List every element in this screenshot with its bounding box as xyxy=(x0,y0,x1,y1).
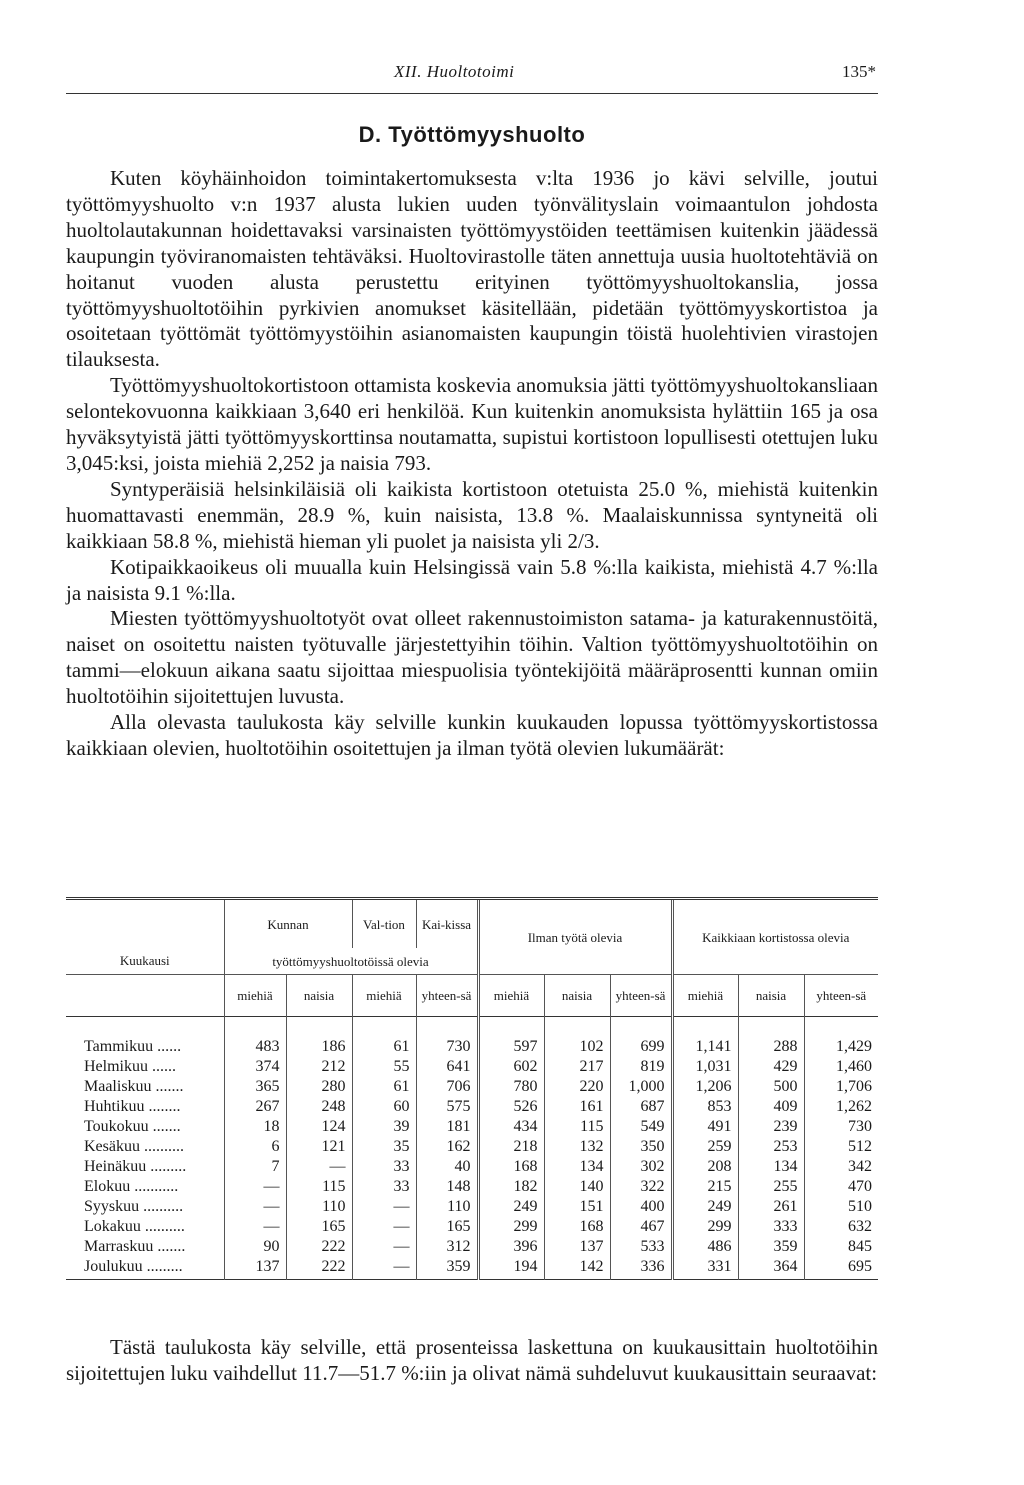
value-cell: 40 xyxy=(416,1157,478,1177)
value-cell: 33 xyxy=(352,1157,416,1177)
value-cell: 249 xyxy=(478,1197,544,1217)
value-cell: 510 xyxy=(804,1197,878,1217)
value-cell: 429 xyxy=(738,1057,804,1077)
paragraph: Miesten työttömyyshuoltotyöt ovat olleet rakennustoimiston satama- ja katurakennustöitä, naiset on osoitettu naisten työtuvalle järjestettyihin töihin. Valtion työttömyyshuoltotöihin on tammi—elokuun aikana saatu sijoittaa miespuolisia työntekijöitä määräprosentti kunnan omiin huoltotöihin sijoitettujen luvusta. xyxy=(66,606,878,709)
month-cell: Toukokuu ....... xyxy=(84,1118,181,1135)
value-cell: 512 xyxy=(804,1137,878,1157)
value-cell: — xyxy=(224,1217,286,1237)
value-cell: — xyxy=(224,1177,286,1197)
value-cell: 194 xyxy=(478,1257,544,1280)
page-number: 135* xyxy=(842,62,876,81)
table-row xyxy=(66,1177,878,1197)
paragraph: Alla olevasta taulukosta käy selville kunkin kuukauden lopussa työttömyyskortistossa kaikkiaan olevien, huoltotöihin osoitettujen ja ilman työtä olevien lukumäärät: xyxy=(66,710,878,760)
value-cell: 1,429 xyxy=(804,1037,878,1057)
value-cell: 35 xyxy=(352,1137,416,1157)
value-cell: 641 xyxy=(416,1057,478,1077)
value-cell: 695 xyxy=(804,1257,878,1280)
value-cell: 288 xyxy=(738,1037,804,1057)
value-cell: 165 xyxy=(416,1217,478,1237)
value-cell: 1,000 xyxy=(610,1077,672,1097)
table-row xyxy=(66,1157,878,1177)
value-cell: 39 xyxy=(352,1117,416,1137)
paragraph: Kotipaikkaoikeus oli muualla kuin Helsingissä vain 5.8 %:lla kaikista, miehistä 4.7 %:lla ja naisista 9.1 %:lla. xyxy=(66,554,878,605)
value-cell: 255 xyxy=(738,1177,804,1197)
value-cell: 215 xyxy=(672,1177,738,1197)
value-cell: 134 xyxy=(738,1157,804,1177)
value-cell: 137 xyxy=(224,1257,286,1280)
table-row xyxy=(66,1137,878,1157)
value-cell: 220 xyxy=(544,1077,610,1097)
value-cell: 845 xyxy=(804,1237,878,1257)
header-blank xyxy=(66,975,224,1017)
value-cell: 61 xyxy=(352,1077,416,1097)
value-cell: 730 xyxy=(804,1117,878,1137)
month-cell: Huhtikuu ........ xyxy=(84,1098,181,1115)
value-cell: 1,262 xyxy=(804,1097,878,1117)
value-cell: 549 xyxy=(610,1117,672,1137)
closing-text xyxy=(66,1334,878,1386)
header-kaikissa: Kai-kissa xyxy=(416,900,478,948)
value-cell: 121 xyxy=(286,1137,352,1157)
value-cell: 500 xyxy=(738,1077,804,1097)
value-cell: 486 xyxy=(672,1237,738,1257)
value-cell: 218 xyxy=(478,1137,544,1157)
value-cell: 124 xyxy=(286,1117,352,1137)
header-valtion: Val-tion xyxy=(352,900,416,948)
month-cell: Syyskuu .......... xyxy=(84,1198,184,1215)
value-cell: 342 xyxy=(804,1157,878,1177)
value-cell: 302 xyxy=(610,1157,672,1177)
value-cell: 162 xyxy=(416,1137,478,1157)
value-cell: 333 xyxy=(738,1217,804,1237)
value-cell: 632 xyxy=(804,1217,878,1237)
value-cell: 181 xyxy=(416,1117,478,1137)
value-cell: 165 xyxy=(286,1217,352,1237)
value-cell: 706 xyxy=(416,1077,478,1097)
value-cell: 222 xyxy=(286,1257,352,1280)
header-kunnan: Kunnan xyxy=(224,900,352,948)
value-cell: 526 xyxy=(478,1097,544,1117)
header-naisia: naisia xyxy=(286,975,352,1017)
value-cell: 33 xyxy=(352,1177,416,1197)
value-cell: — xyxy=(224,1197,286,1217)
value-cell: 217 xyxy=(544,1057,610,1077)
value-cell: 259 xyxy=(672,1137,738,1157)
value-cell: 730 xyxy=(416,1037,478,1057)
value-cell: 331 xyxy=(672,1257,738,1280)
header-ilman: Ilman työtä olevia xyxy=(478,900,672,975)
body-text xyxy=(66,166,878,762)
statistics-table xyxy=(66,897,878,1280)
table-row xyxy=(66,1237,878,1257)
month-cell: Marraskuu ....... xyxy=(84,1238,186,1255)
value-cell: 222 xyxy=(286,1237,352,1257)
value-cell: 140 xyxy=(544,1177,610,1197)
value-cell: 1,706 xyxy=(804,1077,878,1097)
header-yhteensa: yhteen-sä xyxy=(610,975,672,1017)
value-cell: 322 xyxy=(610,1177,672,1197)
value-cell: 110 xyxy=(416,1197,478,1217)
value-cell: — xyxy=(352,1217,416,1237)
value-cell: 359 xyxy=(738,1237,804,1257)
value-cell: 208 xyxy=(672,1157,738,1177)
data-table xyxy=(66,897,878,1280)
header-naisia: naisia xyxy=(738,975,804,1017)
value-cell: 168 xyxy=(544,1217,610,1237)
value-cell: 434 xyxy=(478,1117,544,1137)
value-cell: 148 xyxy=(416,1177,478,1197)
value-cell: 280 xyxy=(286,1077,352,1097)
value-cell: 102 xyxy=(544,1037,610,1057)
value-cell: 161 xyxy=(544,1097,610,1117)
value-cell: 312 xyxy=(416,1237,478,1257)
header-miehia: miehiä xyxy=(478,975,544,1017)
table-row xyxy=(66,1117,878,1137)
header-naisia: naisia xyxy=(544,975,610,1017)
chapter-title: XII. Huoltotoimi xyxy=(394,62,515,81)
value-cell: 134 xyxy=(544,1157,610,1177)
value-cell: — xyxy=(352,1197,416,1217)
value-cell: 400 xyxy=(610,1197,672,1217)
value-cell: 299 xyxy=(672,1217,738,1237)
header-kuukausi: Kuukausi xyxy=(119,953,170,968)
value-cell: 110 xyxy=(286,1197,352,1217)
table-row xyxy=(66,1077,878,1097)
value-cell: 253 xyxy=(738,1137,804,1157)
value-cell: 60 xyxy=(352,1097,416,1117)
value-cell: 336 xyxy=(610,1257,672,1280)
header-rule xyxy=(66,93,878,94)
value-cell: 186 xyxy=(286,1037,352,1057)
table-row xyxy=(66,1057,878,1077)
value-cell: 699 xyxy=(610,1037,672,1057)
value-cell: 261 xyxy=(738,1197,804,1217)
value-cell: 168 xyxy=(478,1157,544,1177)
value-cell: — xyxy=(352,1257,416,1280)
table-row xyxy=(66,1097,878,1117)
value-cell: 359 xyxy=(416,1257,478,1280)
paragraph: Työttömyyshuoltokortistoon ottamista koskevia anomuksia jätti työttömyyshuoltokansliaan selontekovuonna kaikkiaan 3,640 eri henkilöä. Kun kuitenkin anomuksista hylättiin 165 ja osa hyväksytyistä jätti työttömyyskorttinsa noutamatta, supistui kortistoon lopullisesti otettujen luku 3,045:ksi, joista miehiä 2,252 ja naisia 793. xyxy=(66,373,878,475)
value-cell: 18 xyxy=(224,1117,286,1137)
value-cell: 151 xyxy=(544,1197,610,1217)
header-yhteensa: yhteen-sä xyxy=(416,975,478,1017)
table-row xyxy=(66,1197,878,1217)
value-cell: 853 xyxy=(672,1097,738,1117)
table-row xyxy=(66,1257,878,1280)
paragraph: Kuten köyhäinhoidon toimintakertomuksesta v:lta 1936 jo kävi selville, joutui työttömyyshuolto v:n 1937 alusta lukien uuden työnvälityslain voimaantulon johdosta huoltolautakunnan hoidettavaksi varsinaisten työttömyystöiden teettämisen kuitenkin jäädessä kaupungin työviranomaisten tehtäväksi. Huoltovirastolle täten annettuja uusia huoltotehtäviä on hoitanut vuoden alusta perustettu erityinen työttömyyshuoltokanslia, jossa työttömyyshuoltotöihin pyrkivien anomukset käsitellään, pidetään työttömyyskortistoa ja osoitetaan työttömät työttömyystöihin asianomaisten kaupungin töistä huolehtivien virastojen tilauksesta. xyxy=(66,166,878,372)
value-cell: 602 xyxy=(478,1057,544,1077)
value-cell: 491 xyxy=(672,1117,738,1137)
header-miehia: miehiä xyxy=(672,975,738,1017)
value-cell: 597 xyxy=(478,1037,544,1057)
month-cell: Helmikuu ...... xyxy=(84,1058,176,1075)
header-yhteensa: yhteen-sä xyxy=(804,975,878,1017)
value-cell: 1,206 xyxy=(672,1077,738,1097)
value-cell: 61 xyxy=(352,1037,416,1057)
value-cell: 55 xyxy=(352,1057,416,1077)
value-cell: 1,141 xyxy=(672,1037,738,1057)
value-cell: 819 xyxy=(610,1057,672,1077)
value-cell: 137 xyxy=(544,1237,610,1257)
paragraph: Syntyperäisiä helsinkiläisiä oli kaikista kortistoon otetuista 25.0 %, miehistä kuitenkin huomattavasti enemmän, 28.9 %, kuin naisista, 13.8 %. Maalaiskunnissa syntyneitä oli kaikkiaan 58.8 %, miehistä hieman yli puolet ja naisista yli 2/3. xyxy=(66,476,878,553)
month-cell: Tammikuu ...... xyxy=(84,1038,182,1055)
month-cell: Lokakuu .......... xyxy=(84,1218,185,1235)
value-cell: 212 xyxy=(286,1057,352,1077)
value-cell: 780 xyxy=(478,1077,544,1097)
value-cell: 249 xyxy=(672,1197,738,1217)
value-cell: 115 xyxy=(544,1117,610,1137)
paragraph: Tästä taulukosta käy selville, että prosenteissa laskettuna on kuukausittain huoltotöihin sijoitettujen luku vaihdellut 11.7—51.7 %:iin ja olivat nämä suhdeluvut kuukausittain seuraavat: xyxy=(66,1335,878,1385)
table-row xyxy=(66,1037,878,1057)
month-cell: Joulukuu ......... xyxy=(84,1258,183,1275)
table-row xyxy=(66,1217,878,1237)
running-header xyxy=(66,62,876,84)
header-tyottomyyshuoltotoissa: työttömyyshuoltotöissä olevia xyxy=(224,948,478,975)
value-cell: 409 xyxy=(738,1097,804,1117)
header-kaikkiaan: Kaikkiaan kortistossa olevia xyxy=(672,900,878,975)
value-cell: 115 xyxy=(286,1177,352,1197)
value-cell: 1,460 xyxy=(804,1057,878,1077)
value-cell: — xyxy=(352,1237,416,1257)
month-cell: Kesäkuu .......... xyxy=(84,1138,184,1155)
value-cell: 182 xyxy=(478,1177,544,1197)
value-cell: 7 xyxy=(224,1157,286,1177)
value-cell: 132 xyxy=(544,1137,610,1157)
header-miehia: miehiä xyxy=(224,975,286,1017)
value-cell: 350 xyxy=(610,1137,672,1157)
value-cell: 374 xyxy=(224,1057,286,1077)
value-cell: 470 xyxy=(804,1177,878,1197)
value-cell: 396 xyxy=(478,1237,544,1257)
section-title: D. Työttömyyshuolto xyxy=(358,122,586,147)
value-cell: 483 xyxy=(224,1037,286,1057)
value-cell: 533 xyxy=(610,1237,672,1257)
value-cell: 364 xyxy=(738,1257,804,1280)
value-cell: 365 xyxy=(224,1077,286,1097)
value-cell: 575 xyxy=(416,1097,478,1117)
value-cell: 6 xyxy=(224,1137,286,1157)
month-cell: Heinäkuu ......... xyxy=(84,1158,187,1175)
value-cell: — xyxy=(286,1157,352,1177)
value-cell: 467 xyxy=(610,1217,672,1237)
value-cell: 142 xyxy=(544,1257,610,1280)
header-miehia: miehiä xyxy=(352,975,416,1017)
value-cell: 1,031 xyxy=(672,1057,738,1077)
value-cell: 90 xyxy=(224,1237,286,1257)
value-cell: 239 xyxy=(738,1117,804,1137)
value-cell: 267 xyxy=(224,1097,286,1117)
value-cell: 299 xyxy=(478,1217,544,1237)
month-cell: Maaliskuu ....... xyxy=(84,1078,184,1095)
month-cell: Elokuu ........... xyxy=(84,1178,179,1195)
value-cell: 687 xyxy=(610,1097,672,1117)
value-cell: 248 xyxy=(286,1097,352,1117)
